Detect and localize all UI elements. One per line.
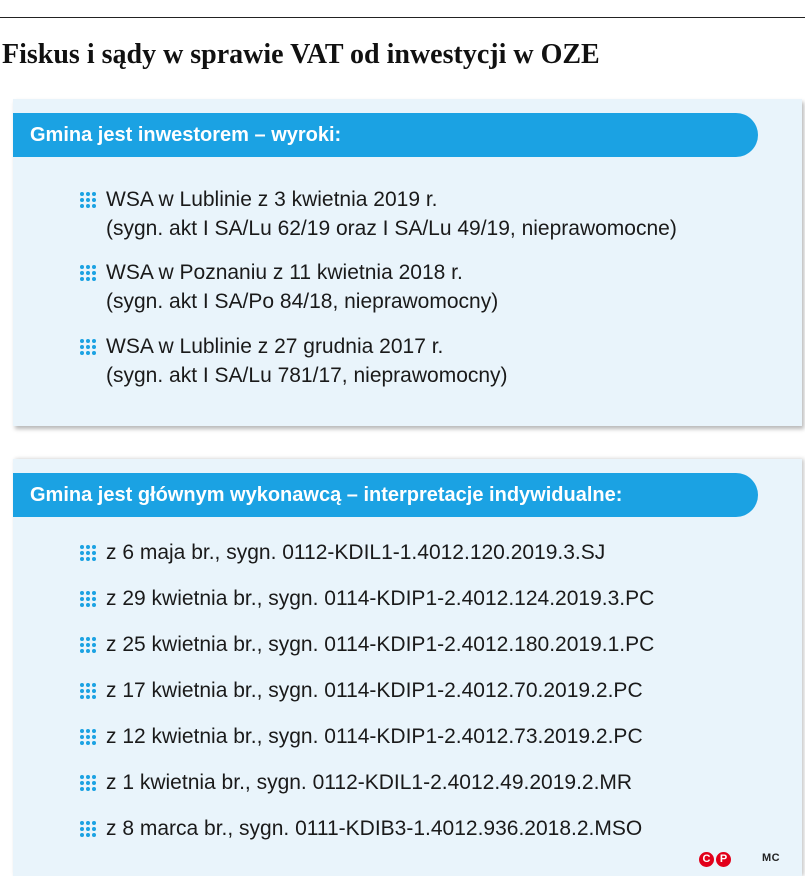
bullet-dot [92, 683, 96, 687]
bullet-dot [80, 204, 84, 208]
bullet-dot [92, 821, 96, 825]
bullet-dot [86, 637, 90, 641]
bullet-dot [92, 689, 96, 693]
bullet-dot [80, 545, 84, 549]
interpretation-text: z 12 kwietnia br., sygn. 0114-KDIP1-2.4012.73.2019.2.PC [106, 725, 643, 748]
bullet-dot [86, 545, 90, 549]
bullet-dot [80, 339, 84, 343]
bullet-dot [80, 551, 84, 555]
bullet-dot [86, 339, 90, 343]
bullet-dot [92, 781, 96, 785]
bullet-dot [86, 265, 90, 269]
bullet-dot [80, 775, 84, 779]
bullet-dot [92, 741, 96, 745]
interpretations-header: Gmina jest głównym wykonawcą – interpretacje indywidualne: [13, 473, 758, 517]
bullet-dot [92, 695, 96, 699]
bullet-dot [80, 198, 84, 202]
bullet-dot [92, 277, 96, 281]
interpretation-text: z 6 maja br., sygn. 0112-KDIL1-1.4012.120.2019.3.SJ [106, 541, 606, 564]
bullet-dot [92, 729, 96, 733]
bullet-dot [86, 649, 90, 653]
bullet-dot [80, 557, 84, 561]
bullet-dot [92, 557, 96, 561]
bullet-dot [86, 741, 90, 745]
bullet-dot [86, 557, 90, 561]
bullet-dot [86, 204, 90, 208]
bullet-dot [92, 591, 96, 595]
bullet-dot [80, 695, 84, 699]
bullet-dot [80, 603, 84, 607]
ruling-reference: (sygn. akt I SA/Po 84/18, nieprawomocny) [106, 290, 499, 313]
top-rule [0, 17, 805, 18]
bullet-dot [80, 689, 84, 693]
bullet-dot [92, 204, 96, 208]
ruling-court: WSA w Poznaniu z 11 kwietnia 2018 r. [106, 261, 463, 284]
bullet-dot [92, 345, 96, 349]
bullet-dot [92, 827, 96, 831]
bullet-dot [80, 351, 84, 355]
bullet-dot [86, 192, 90, 196]
bullet-dot [86, 821, 90, 825]
author-initials: MC [762, 852, 781, 864]
bullet-dot [92, 198, 96, 202]
interpretation-text: z 1 kwietnia br., sygn. 0112-KDIL1-2.4012.49.2019.2.MR [106, 771, 633, 794]
bullet-dot [80, 277, 84, 281]
bullet-dot [92, 637, 96, 641]
bullet-icon [80, 729, 96, 745]
bullet-dot [92, 351, 96, 355]
bullet-dot [92, 735, 96, 739]
bullet-dot [80, 781, 84, 785]
bullet-dot [86, 775, 90, 779]
bullet-dot [92, 603, 96, 607]
bullet-dot [80, 683, 84, 687]
bullet-dot [92, 597, 96, 601]
ruling-court: WSA w Lublinie z 27 grudnia 2017 r. [106, 335, 444, 358]
rulings-panel [13, 99, 802, 426]
ruling-reference: (sygn. akt I SA/Lu 62/19 oraz I SA/Lu 49/19, nieprawomocne) [106, 217, 677, 240]
bullet-dot [86, 787, 90, 791]
interpretation-text: z 17 kwietnia br., sygn. 0114-KDIP1-2.4012.70.2019.2.PC [106, 679, 643, 702]
bullet-dot [86, 781, 90, 785]
bullet-icon [80, 545, 96, 561]
interpretation-text: z 25 kwietnia br., sygn. 0114-KDIP1-2.4012.180.2019.1.PC [106, 633, 655, 656]
bullet-dot [80, 192, 84, 196]
bullet-dot [80, 787, 84, 791]
bullet-dot [86, 603, 90, 607]
bullet-dot [92, 265, 96, 269]
bullet-icon [80, 821, 96, 837]
bullet-dot [86, 695, 90, 699]
bullet-dot [80, 271, 84, 275]
bullet-dot [86, 591, 90, 595]
bullet-icon [80, 637, 96, 653]
copyright-p-icon: P [716, 852, 731, 867]
bullet-dot [92, 192, 96, 196]
rulings-header: Gmina jest inwestorem – wyroki: [13, 113, 758, 157]
bullet-dot [86, 198, 90, 202]
bullet-dot [86, 735, 90, 739]
bullet-icon [80, 683, 96, 699]
bullet-dot [80, 637, 84, 641]
bullet-dot [86, 271, 90, 275]
interpretation-text: z 8 marca br., sygn. 0111-KDIB3-1.4012.936.2018.2.MSO [106, 817, 643, 840]
bullet-dot [80, 591, 84, 595]
bullet-dot [86, 827, 90, 831]
bullet-dot [80, 827, 84, 831]
bullet-dot [80, 643, 84, 647]
bullet-dot [92, 271, 96, 275]
bullet-dot [80, 821, 84, 825]
bullet-dot [92, 643, 96, 647]
copyright-logo [699, 849, 731, 869]
ruling-reference: (sygn. akt I SA/Lu 781/17, nieprawomocny) [106, 364, 508, 387]
interpretations-panel [13, 459, 802, 876]
bullet-dot [86, 597, 90, 601]
bullet-dot [86, 551, 90, 555]
bullet-dot [92, 775, 96, 779]
bullet-dot [80, 265, 84, 269]
bullet-dot [80, 833, 84, 837]
bullet-icon [80, 775, 96, 791]
bullet-dot [86, 351, 90, 355]
bullet-dot [92, 833, 96, 837]
ruling-court: WSA w Lublinie z 3 kwietnia 2019 r. [106, 188, 438, 211]
bullet-dot [92, 649, 96, 653]
bullet-icon [80, 339, 96, 355]
bullet-dot [86, 643, 90, 647]
bullet-dot [92, 339, 96, 343]
bullet-dot [92, 545, 96, 549]
bullet-dot [80, 597, 84, 601]
bullet-dot [86, 683, 90, 687]
bullet-icon [80, 192, 96, 208]
bullet-dot [86, 833, 90, 837]
interpretation-text: z 29 kwietnia br., sygn. 0114-KDIP1-2.4012.124.2019.3.PC [106, 587, 655, 610]
bullet-dot [80, 741, 84, 745]
bullet-dot [86, 729, 90, 733]
bullet-dot [86, 345, 90, 349]
bullet-icon [80, 591, 96, 607]
bullet-dot [92, 551, 96, 555]
bullet-dot [80, 345, 84, 349]
bullet-dot [80, 649, 84, 653]
page-title: Fiskus i sądy w sprawie VAT od inwestycji w OZE [2, 39, 600, 70]
bullet-dot [80, 729, 84, 733]
bullet-dot [86, 689, 90, 693]
bullet-dot [86, 277, 90, 281]
bullet-dot [92, 787, 96, 791]
bullet-dot [80, 735, 84, 739]
bullet-icon [80, 265, 96, 281]
copyright-c-icon: C [699, 852, 714, 867]
